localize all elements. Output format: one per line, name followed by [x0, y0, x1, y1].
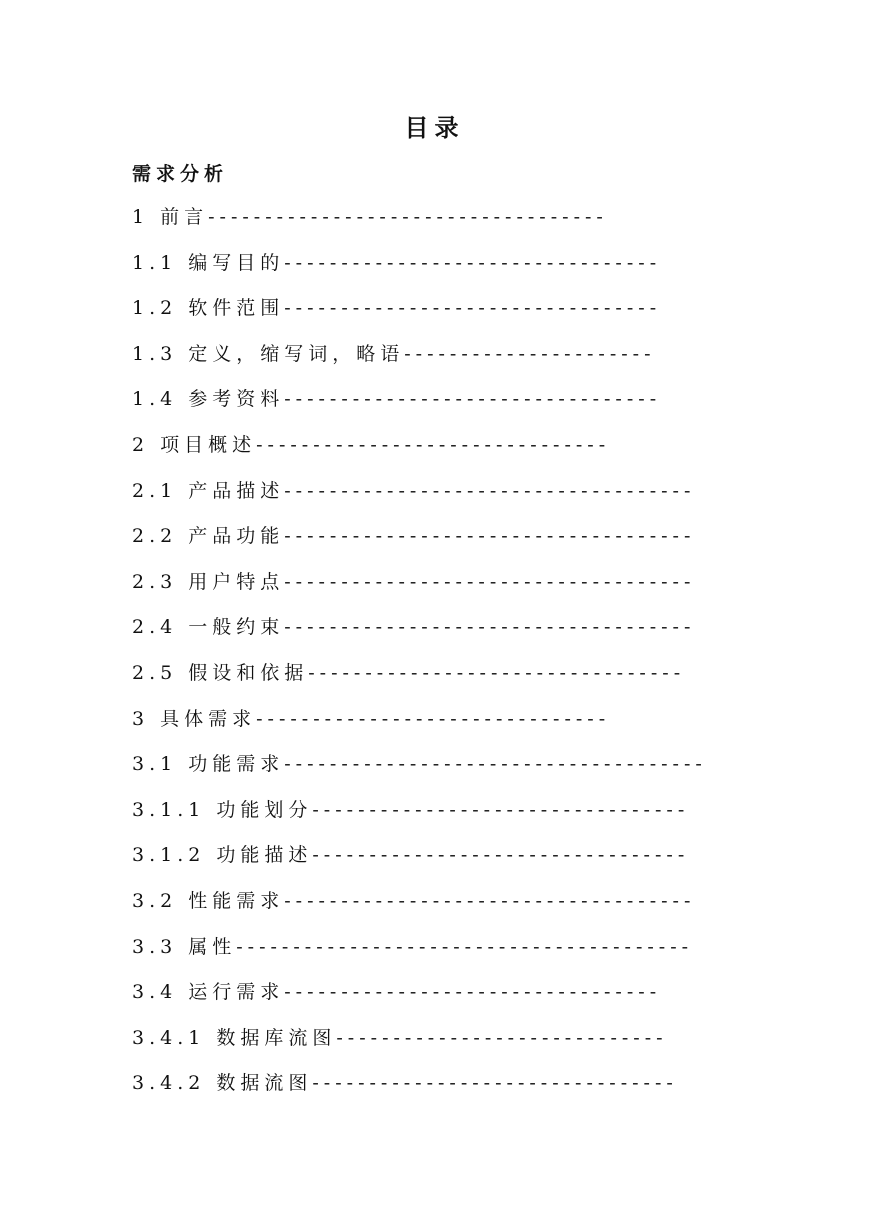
toc-entry-3-1-1: 3.1.1 功能划分---------------------------------	[132, 798, 690, 821]
section-heading: 需求分析	[132, 163, 229, 185]
toc-entry-1-4: 1.4 参考资料---------------------------------	[132, 388, 662, 411]
toc-entry-2-4: 2.4 一般约束------------------------------------	[132, 616, 696, 639]
toc-entry-3-4-2: 3.4.2 数据流图--------------------------------	[132, 1072, 678, 1095]
toc-entry-2-2: 2.2 产品功能------------------------------------	[132, 525, 696, 548]
toc-entry-2-3: 2.3 用户特点------------------------------------	[132, 570, 696, 593]
toc-entry-3-1-2: 3.1.2 功能描述---------------------------------	[132, 844, 690, 867]
toc-entry-1-2: 1.2 软件范围---------------------------------	[132, 297, 662, 320]
table-of-contents	[132, 203, 742, 1115]
toc-entry-1-1: 1.1 编写目的---------------------------------	[132, 251, 662, 274]
toc-entry-1: 1 前言-----------------------------------	[132, 206, 608, 228]
toc-entry-3-2: 3.2 性能需求------------------------------------	[132, 889, 696, 912]
toc-entry-2-5: 2.5 假设和依据---------------------------------	[132, 661, 686, 684]
toc-entry-3-3: 3.3 属性----------------------------------------	[132, 935, 694, 958]
toc-entry-2: 2 项目概述-------------------------------	[132, 433, 611, 456]
toc-entry-3-4: 3.4 运行需求---------------------------------	[132, 981, 662, 1004]
toc-entry-3-4-1: 3.4.1 数据库流图-----------------------------	[132, 1026, 668, 1049]
toc-entry-2-1: 2.1 产品描述------------------------------------	[132, 479, 696, 502]
toc-entry-1-3: 1.3 定义，缩写词，略语----------------------	[132, 342, 656, 365]
page-title: 目录	[404, 113, 465, 142]
toc-entry-3: 3 具体需求-------------------------------	[132, 707, 611, 730]
toc-entry-3-1: 3.1 功能需求-------------------------------------	[132, 753, 707, 776]
